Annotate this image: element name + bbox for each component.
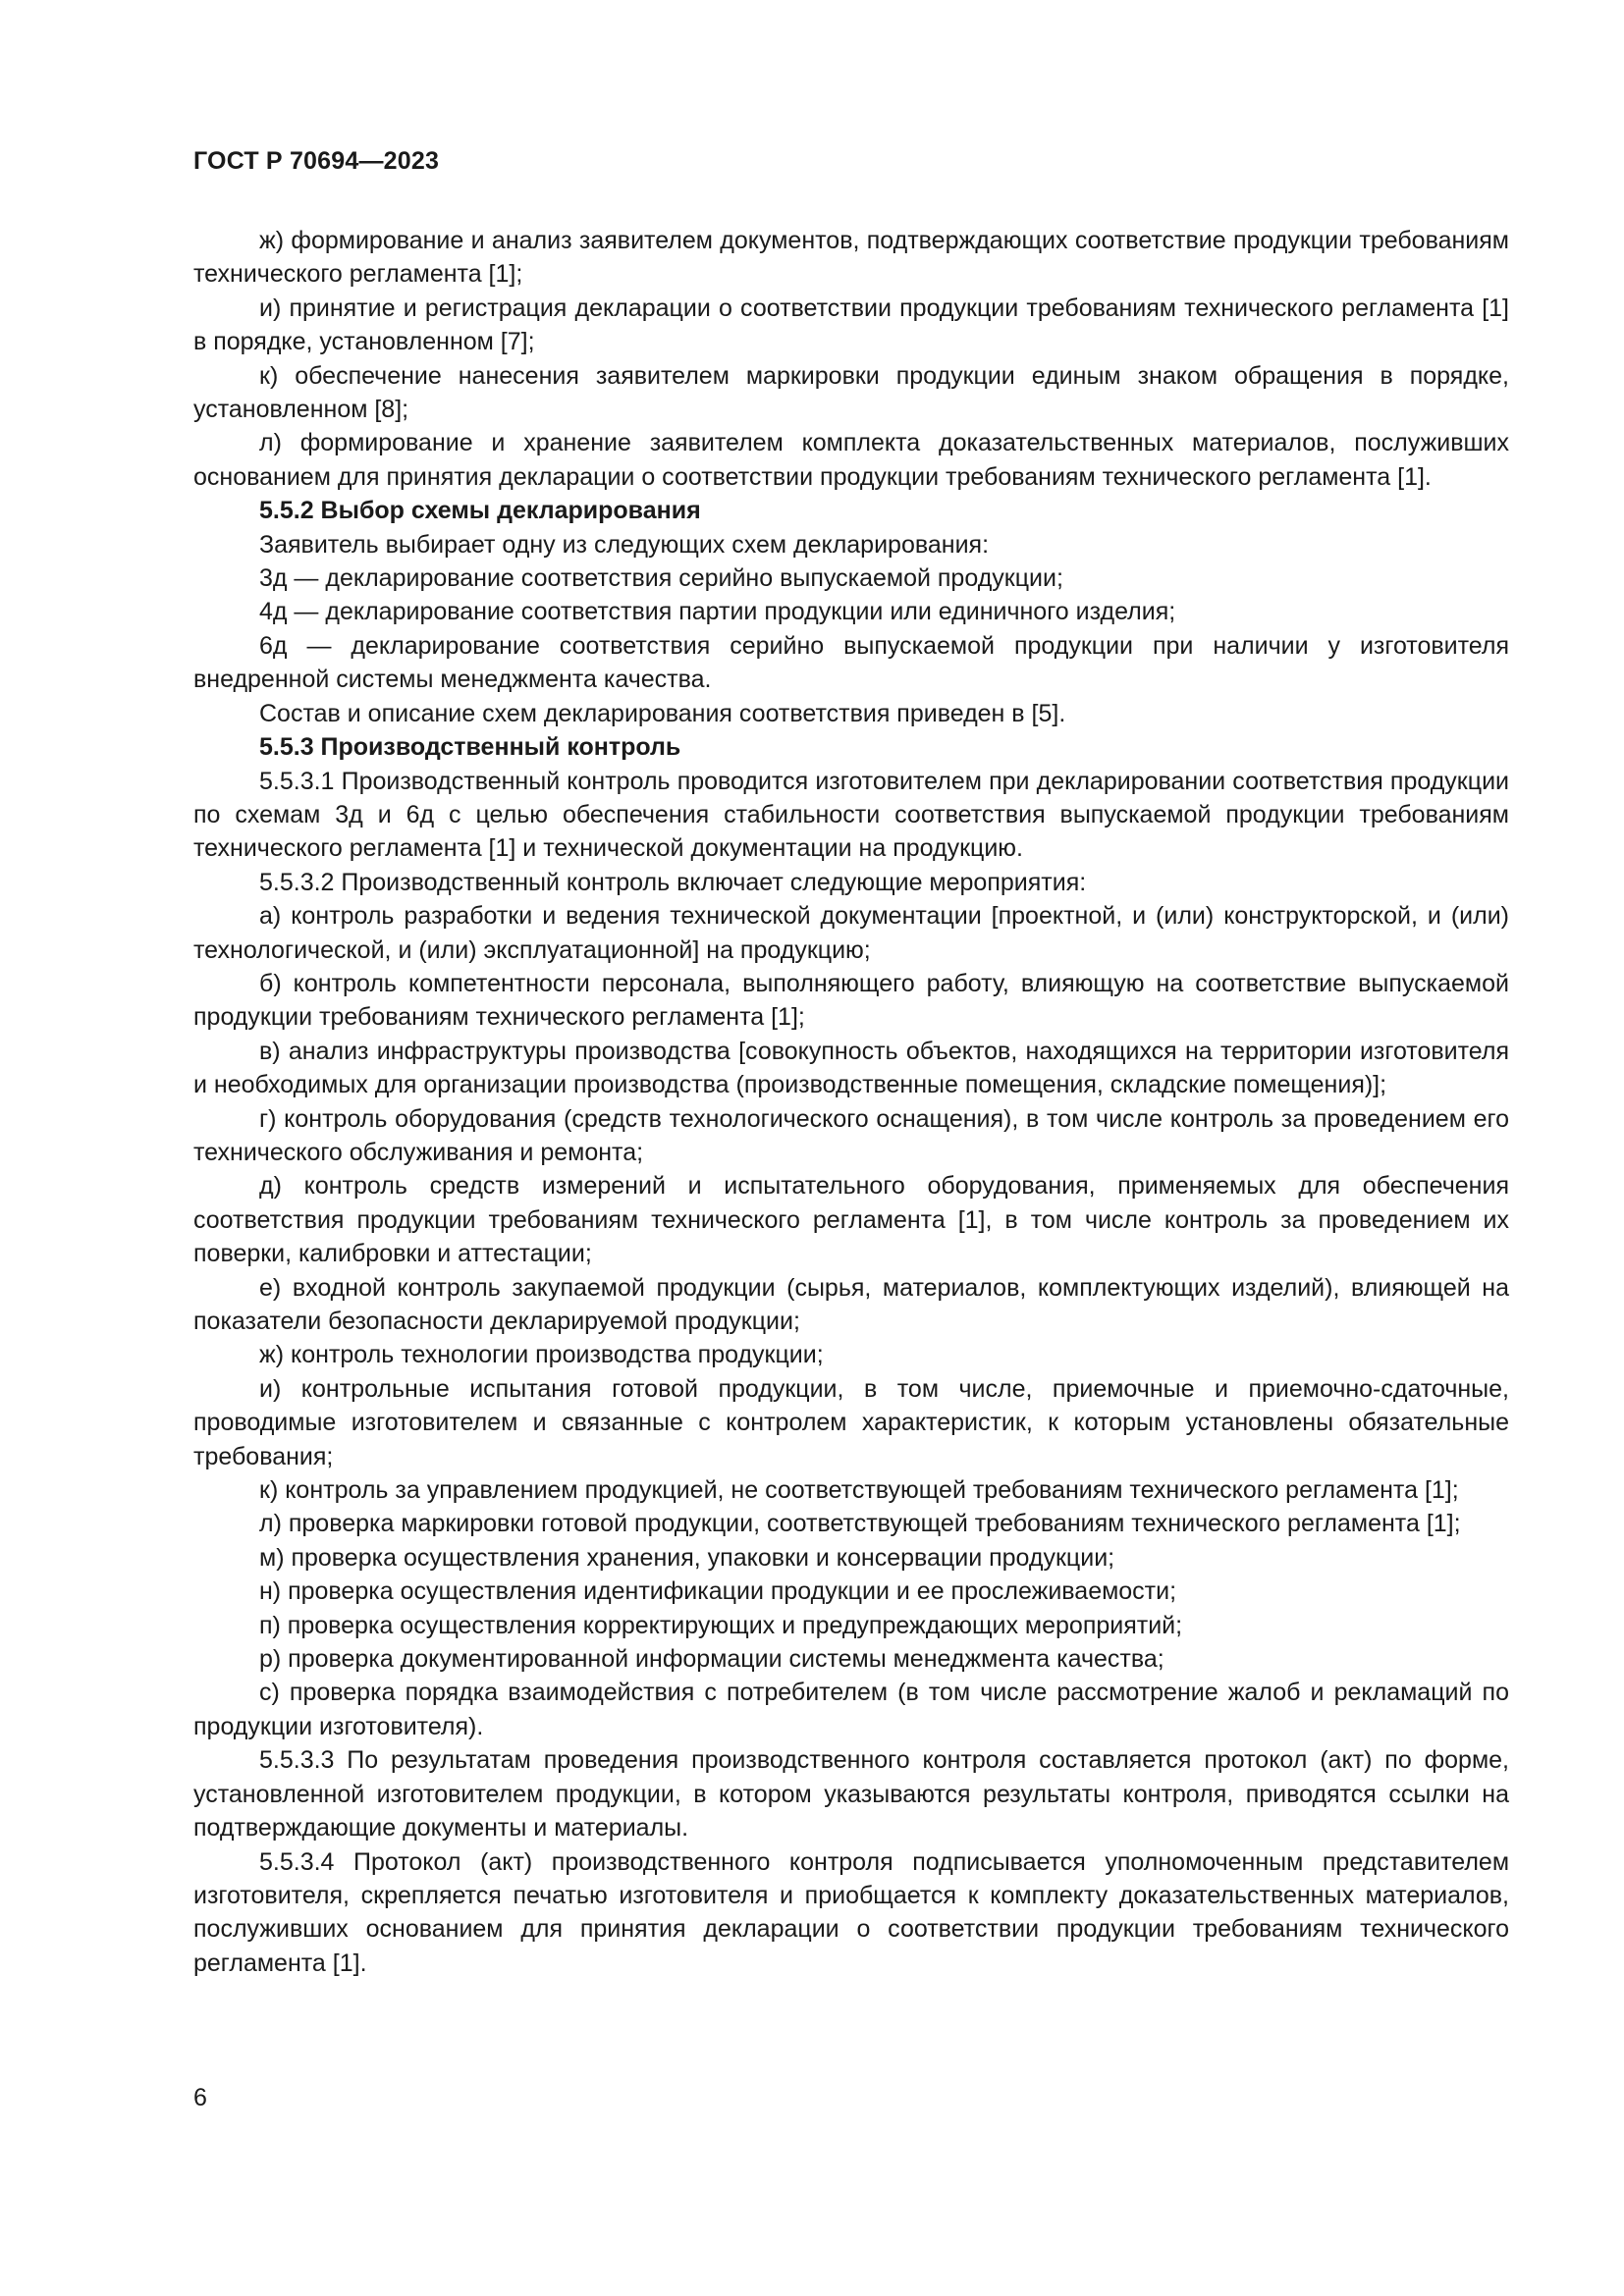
list-item: б) контроль компетентности персонала, выполняющего работу, влияющую на соответствие выпускаемой продукции требованиям технического регламента [1]; <box>193 969 1509 1032</box>
list-item: ж) контроль технологии производства продукции; <box>259 1341 824 1369</box>
list-item: м) проверка осуществления хранения, упаковки и консервации продукции; <box>259 1543 1115 1572</box>
section-heading-5-5-3: 5.5.3 Производственный контроль <box>259 733 681 762</box>
list-item-l-evidence: л) формирование и хранение заявителем комплекта доказательственных материалов, послуживших основанием для принятия декларации о соответствии продукции требованиям технического регламента [1]. <box>193 429 1509 491</box>
document-body <box>193 224 1509 1980</box>
clause-5-5-3-4: 5.5.3.4 Протокол (акт) производственного контроля подписывается уполномоченным представителем изготовителя, скрепляется печатью изготовителя и приобщается к комплекту доказательственных материалов, послуживших основанием для принятия декларации о соответствии продукции требованиям технического регламента [1]. <box>193 1847 1509 1977</box>
clause-5-5-3-3: 5.5.3.3 По результатам проведения производственного контроля составляется протокол (акт) по форме, установленной изготовителем продукции, в котором указываются результаты контроля, приводятся ссылки на подтверждающие документы и материалы. <box>193 1746 1509 1842</box>
list-item: е) входной контроль закупаемой продукции (сырья, материалов, комплектующих изделий), влияющей на показатели безопасности декларируемой продукции; <box>193 1273 1509 1335</box>
list-item-zh-analysis: ж) формирование и анализ заявителем документов, подтверждающих соответствие продукции требованиям технического регламента [1]; <box>193 227 1509 289</box>
page-number: 6 <box>193 2084 207 2111</box>
list-item: л) проверка маркировки готовой продукции, соответствующей требованиям технического регламента [1]; <box>259 1510 1461 1538</box>
scheme-item-4d: 4д — декларирование соответствия партии продукции или единичного изделия; <box>259 598 1176 626</box>
scheme-item-6d: 6д — декларирование соответствия серийно выпускаемой продукции при наличии у изготовителя внедренной системы менеджмента качества. <box>193 631 1509 694</box>
list-item: п) проверка осуществления корректирующих и предупреждающих мероприятий; <box>259 1611 1183 1639</box>
list-item: с) проверка порядка взаимодействия с потребителем (в том числе рассмотрение жалоб и рекламаций по продукции изготовителя). <box>193 1679 1509 1740</box>
document-header: ГОСТ Р 70694—2023 <box>193 147 440 175</box>
list-item: а) контроль разработки и ведения технической документации [проектной, и (или) конструкторской, и (или) технологической, и (или) эксплуатационной] на продукцию; <box>193 902 1509 964</box>
paragraph: Заявитель выбирает одну из следующих схем декларирования: <box>259 530 990 559</box>
list-item: в) анализ инфраструктуры производства [совокупность объектов, находящихся на территории изготовителя и необходимых для организации производства (производственные помещения, складские помещения)]; <box>193 1037 1509 1099</box>
scheme-item-3d: 3д — декларирование соответствия серийно выпускаемой продукции; <box>259 564 1063 593</box>
list-item: д) контроль средств измерений и испытательного оборудования, применяемых для обеспечения соответствия продукции требованиям технического регламента [1], в том числе контроль за проведением их поверки, калибровки и аттестации; <box>193 1172 1509 1268</box>
paragraph: Состав и описание схем декларирования соответствия приведен в [5]. <box>259 699 1066 727</box>
clause-5-5-3-1: 5.5.3.1 Производственный контроль проводится изготовителем при декларировании соответствия продукции по схемам 3д и 6д с целью обеспечения стабильности соответствия выпускаемой продукции требованиям технического регламента [1] и технической документации на продукцию. <box>193 767 1509 863</box>
list-item: и) контрольные испытания готовой продукции, в том числе, приемочные и приемочно-сдаточные, проводимые изготовителем и связанные с контролем характеристик, к которым установлены обязательные требования; <box>193 1374 1509 1470</box>
list-item: г) контроль оборудования (средств технологического оснащения), в том числе контроль за проведением его технического обслуживания и ремонта; <box>193 1104 1509 1166</box>
clause-5-5-3-2: 5.5.3.2 Производственный контроль включает следующие мероприятия: <box>259 868 1087 896</box>
list-item-i-registration: и) принятие и регистрация декларации о соответствии продукции требованиям технического регламента [1] в порядке, установленном [7]; <box>193 294 1509 356</box>
section-heading-5-5-2: 5.5.2 Выбор схемы декларирования <box>259 497 701 525</box>
list-item-k-marking: к) обеспечение нанесения заявителем маркировки продукции единым знаком обращения в порядке, установленном [8]; <box>193 361 1509 424</box>
list-item: р) проверка документированной информации системы менеджмента качества; <box>259 1645 1164 1674</box>
list-item: к) контроль за управлением продукцией, не соответствующей требованиям технического регламента [1]; <box>259 1476 1459 1505</box>
list-item: н) проверка осуществления идентификации продукции и ее прослеживаемости; <box>259 1577 1177 1606</box>
